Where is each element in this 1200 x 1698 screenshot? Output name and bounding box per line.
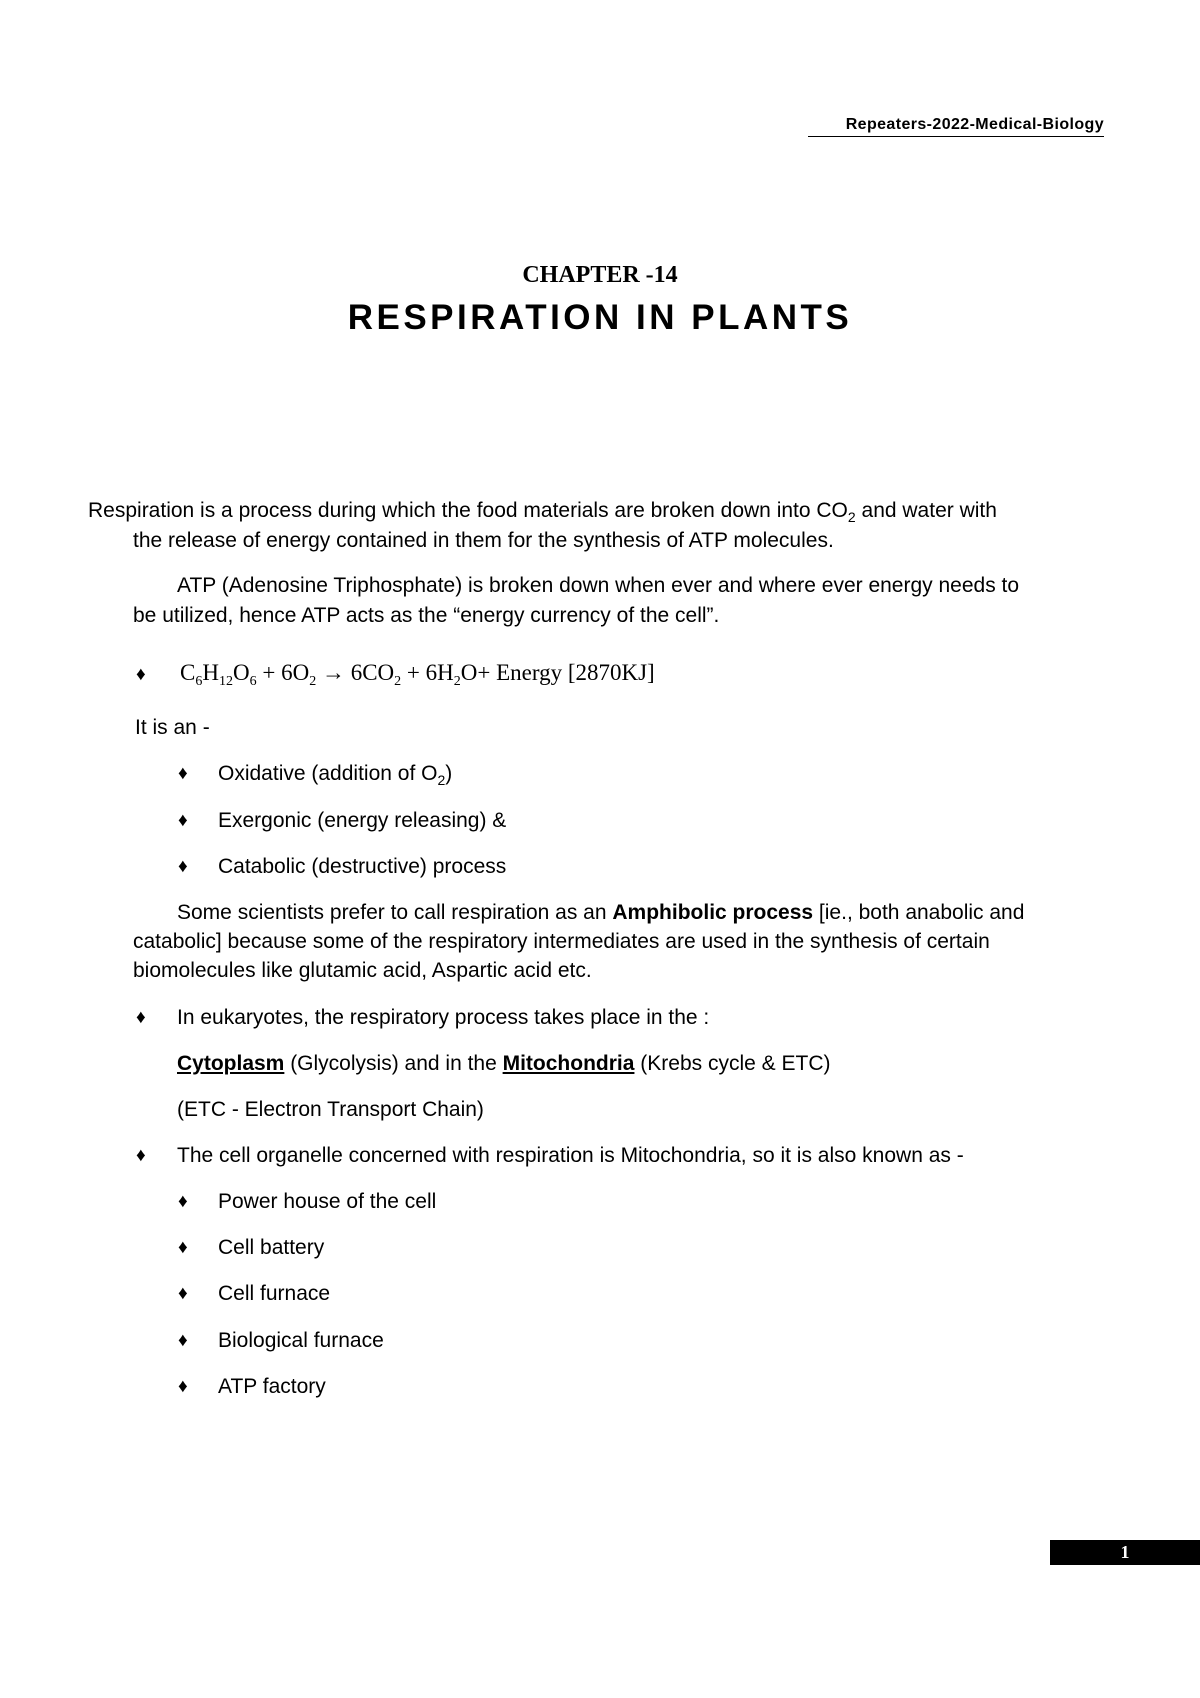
eukaryotes-locations: Cytoplasm (Glycolysis) and in the Mitochondria (Krebs cycle & ETC) [177, 1052, 831, 1075]
atp-line-2: be utilized, hence ATP acts as the “energy currency of the cell”. [133, 604, 720, 627]
amphibolic-line-3: biomolecules like glutamic acid, Aspartic acid etc. [133, 959, 592, 982]
it-is-an: It is an - [135, 716, 210, 739]
organelle-name: ATP factory [218, 1375, 326, 1398]
running-header: Repeaters-2022-Medical-Biology [808, 115, 1104, 137]
bullet-icon: ♦ [178, 1376, 188, 1397]
intro-line-2: the release of energy contained in them for the synthesis of ATP molecules. [133, 529, 834, 552]
organelle-name: Cell battery [218, 1236, 325, 1259]
chapter-title: RESPIRATION IN PLANTS [347, 298, 853, 337]
organelle-intro: The cell organelle concerned with respiration is Mitochondria, so it is also known as - [177, 1144, 964, 1167]
organelle-name: Power house of the cell [218, 1190, 437, 1213]
chapter-label: CHAPTER -14 [522, 262, 678, 288]
bullet-icon: ♦ [178, 1283, 188, 1304]
bullet-icon: ♦ [136, 1007, 146, 1028]
etc-definition: (ETC - Electron Transport Chain) [177, 1098, 484, 1121]
bullet-icon: ♦ [178, 1191, 188, 1212]
atp-line-1: ATP (Adenosine Triphosphate) is broken down when ever and where ever energy needs to [177, 574, 1020, 597]
organelle-name: Biological furnace [218, 1329, 384, 1352]
amphibolic-line-1: Some scientists prefer to call respiration as an Amphibolic process [ie., both anabolic and [177, 901, 1025, 924]
amphibolic-line-2: catabolic] because some of the respiratory intermediates are used in the synthesis of certain [133, 930, 990, 953]
bullet-icon: ♦ [178, 1237, 188, 1258]
eukaryotes-intro: In eukaryotes, the respiratory process takes place in the : [177, 1006, 710, 1029]
bullet-icon: ♦ [178, 856, 188, 877]
property-catabolic: Catabolic (destructive) process [218, 855, 507, 878]
bullet-icon: ♦ [178, 810, 188, 831]
property-exergonic: Exergonic (energy releasing) & [218, 809, 507, 832]
respiration-equation: $C_6H_{12}O_6 + 6O_2 \to 6CO_2 + 6H_2O+$ Energy [2870KJ] [180, 660, 655, 689]
bullet-icon: ♦ [178, 1330, 188, 1351]
bullet-icon: ♦ [178, 763, 188, 784]
property-oxidative: Oxidative (addition of $O_2$) [218, 762, 453, 788]
page-number: 1 [1050, 1540, 1200, 1565]
intro-line-1: Respiration is a process during which the food materials are broken down into $CO_2$ and water with [88, 499, 997, 525]
organelle-name: Cell furnace [218, 1282, 331, 1305]
bullet-icon: ♦ [136, 664, 146, 685]
bullet-icon: ♦ [136, 1145, 146, 1166]
